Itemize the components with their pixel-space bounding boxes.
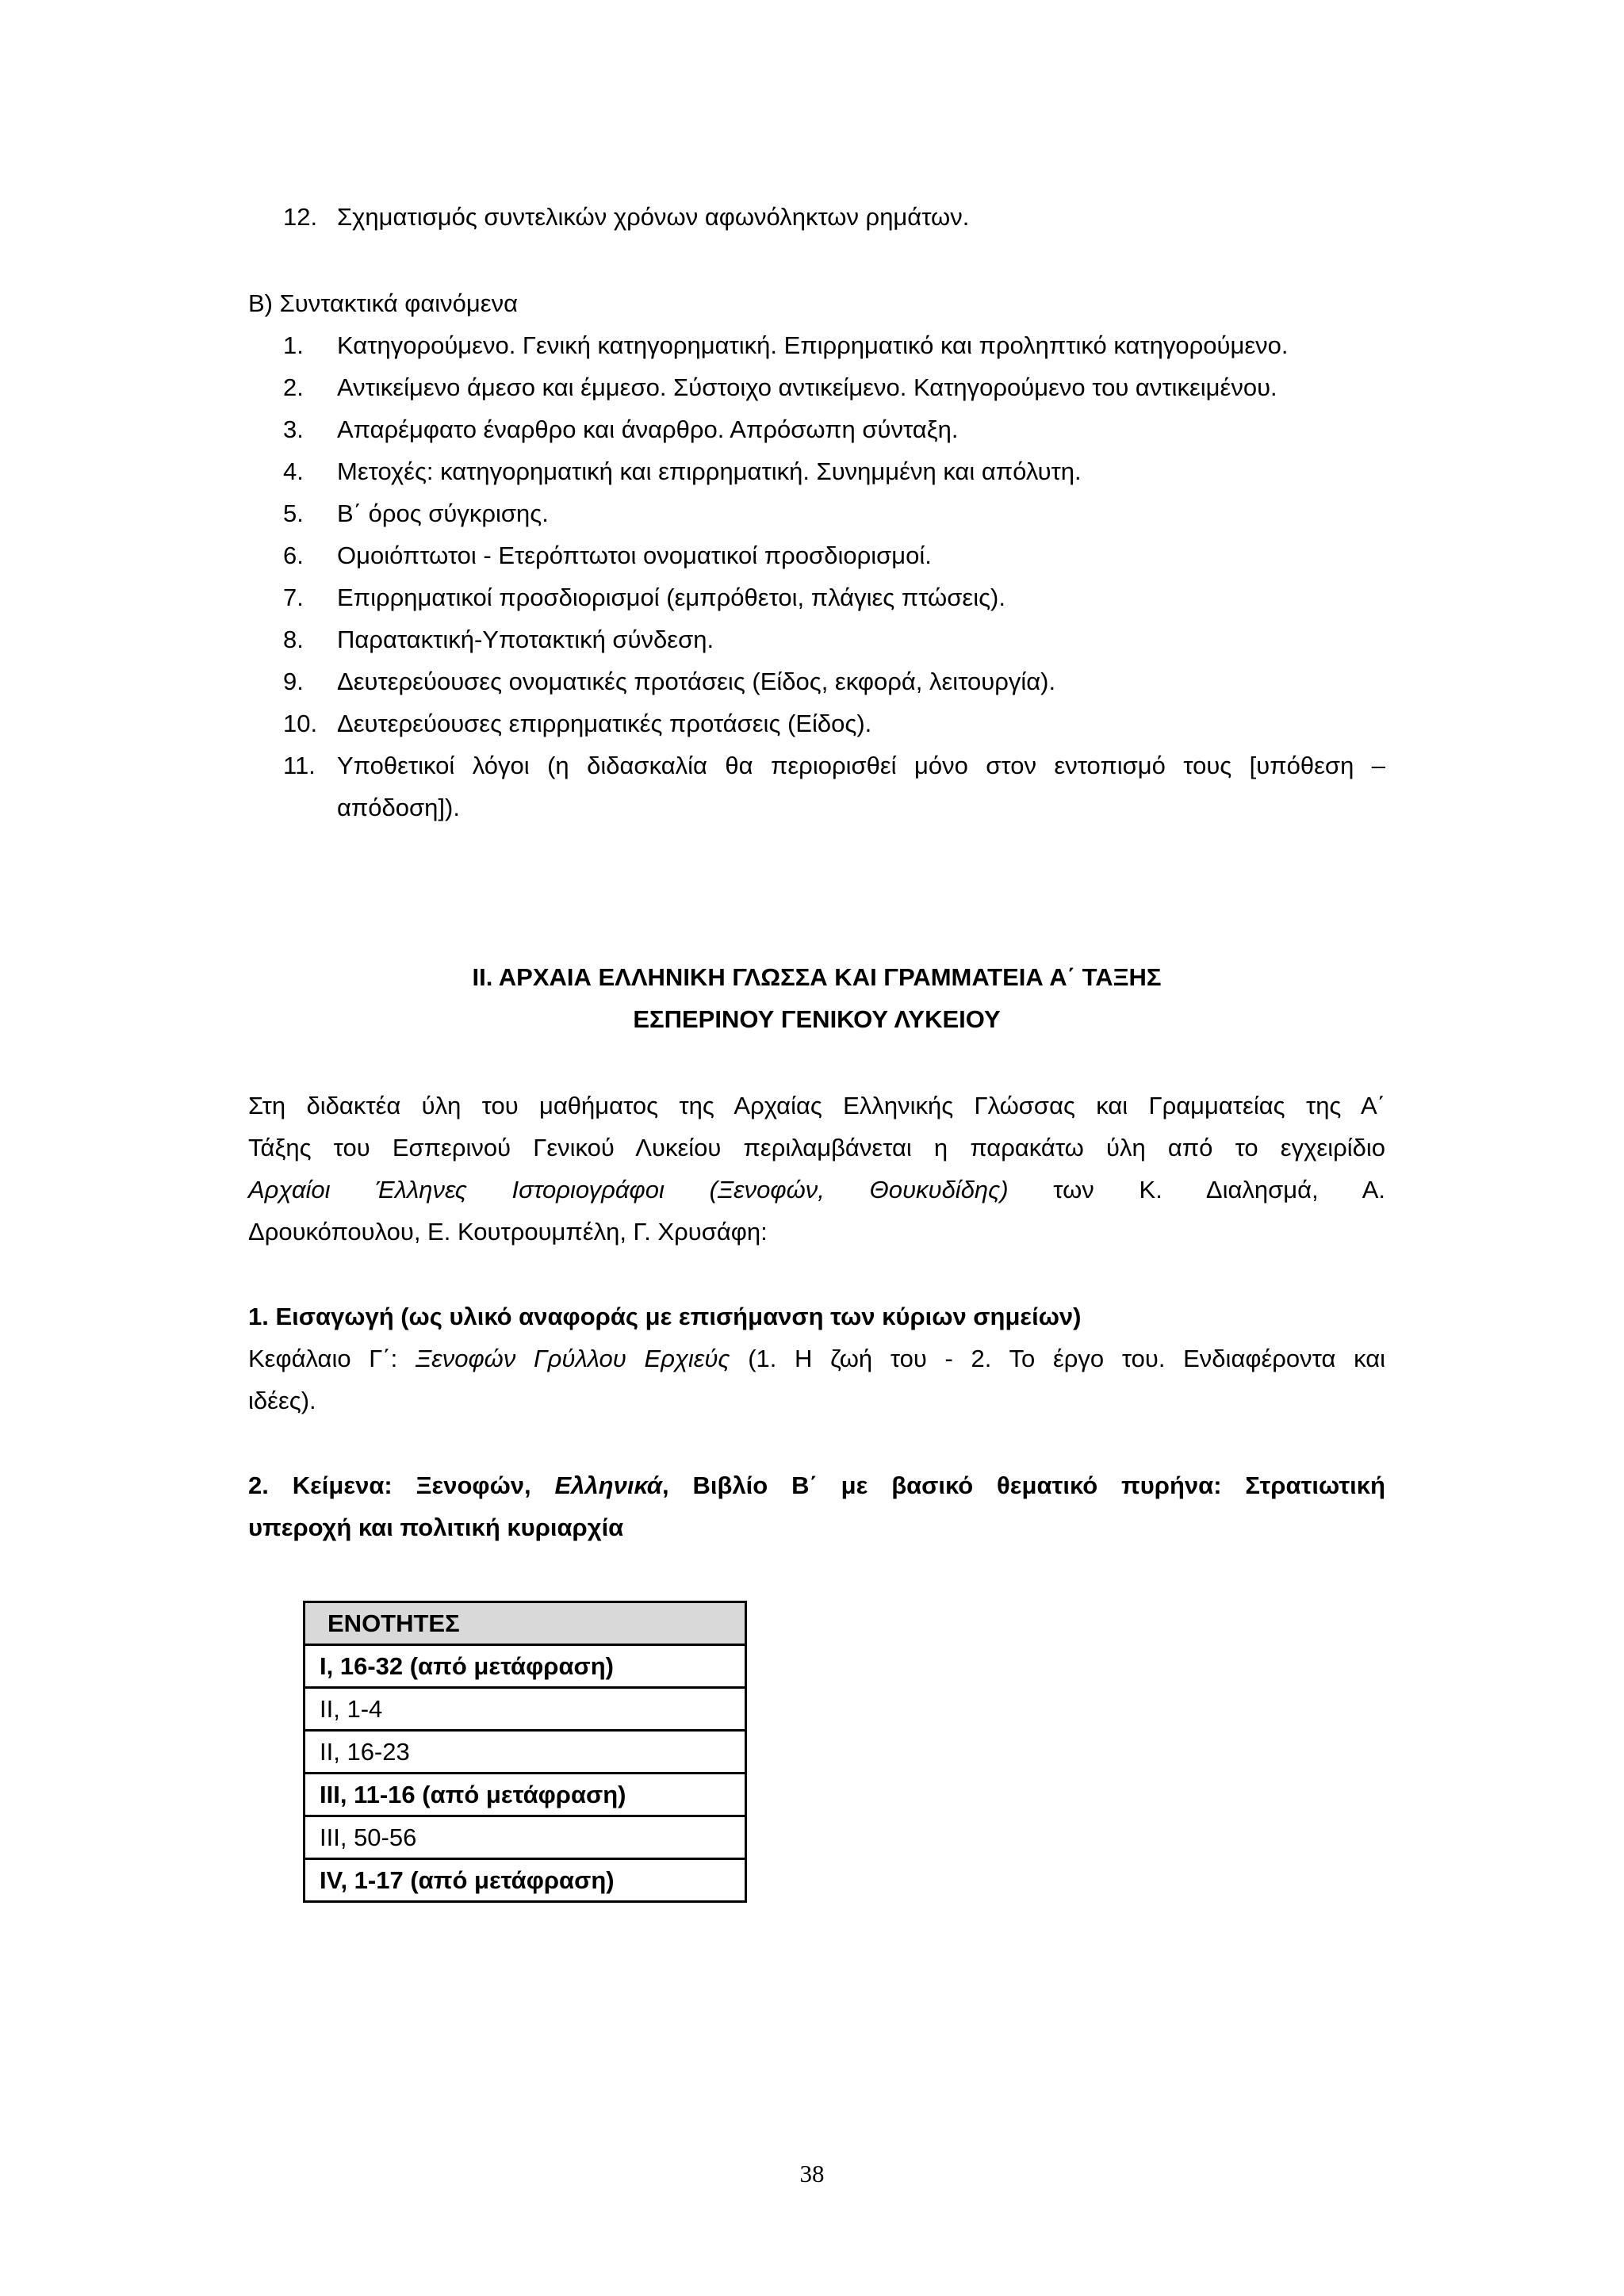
list-item-number: 7.: [283, 584, 304, 611]
intro-line-rest: των Κ. Διαλησμά, Α.: [1053, 1176, 1385, 1203]
list-item: [283, 660, 1385, 702]
section-2-part2: , Βιβλίο Β΄ με βασικό θεματικό πυρήνα: Στρατιωτική: [662, 1471, 1385, 1499]
intro-line: Τάξης του Εσπερινού Γενικού Λυκείου περιλαμβάνεται η παρακάτω ύλη από το εγχειρίδιο: [248, 1134, 1385, 1161]
section-2-part1: 2. Κείμενα: Ξενοφών,: [248, 1471, 555, 1499]
syntax-list: [283, 324, 1385, 828]
list-item: [283, 408, 1385, 450]
table-cell: ΙΙ, 1-4: [304, 1688, 746, 1731]
list-item-text: Υποθετικοί λόγοι (η διδασκαλία θα περιορισθεί μόνο στον εντοπισμό τους [υπόθεση – απόδοση]).: [337, 752, 1385, 821]
section-1-line: ιδέες).: [248, 1387, 316, 1414]
section-1-title: 1. Εισαγωγή (ως υλικό αναφοράς με επισήμανση των κύριων σημείων): [248, 1303, 1082, 1330]
table-cell: Ι, 16-32 (από μετάφραση): [304, 1645, 746, 1688]
table-row: [304, 1774, 746, 1816]
list-item-number: 6.: [283, 541, 304, 569]
units-table: [303, 1601, 747, 1903]
list-item-number: 10.: [283, 710, 318, 737]
work-title: Ελληνικά: [554, 1471, 663, 1499]
list-item-text: Κατηγορούμενο. Γενική κατηγορηματική. Επιρρηματικό και προληπτικό κατηγορούμενο.: [337, 331, 1289, 359]
list-item-number: 1.: [283, 331, 304, 359]
list-item-number: 8.: [283, 626, 304, 653]
chapter-prefix: Κεφάλαιο Γ΄:: [248, 1345, 416, 1372]
list-item: [283, 324, 1385, 366]
table-cell: ΙΙΙ, 11-16 (από μετάφραση): [304, 1774, 746, 1816]
table-header-row: [304, 1602, 746, 1645]
list-item-text: Ομοιόπτωτοι - Ετερόπτωτοι ονοματικοί προσδιορισμοί.: [337, 541, 932, 569]
section-heading-line: ΙΙ. ΑΡΧΑΙΑ ΕΛΛΗΝΙΚΗ ΓΛΩΣΣΑ ΚΑΙ ΓΡΑΜΜΑΤΕΙΑ Α΄ ΤΑΞΗΣ: [472, 963, 1162, 991]
section-heading: [248, 956, 1385, 1040]
list-item-text: Β΄ όρος σύγκρισης.: [337, 499, 549, 527]
list-item: [283, 618, 1385, 660]
list-item: [283, 366, 1385, 408]
intro-line: Στη διδακτέα ύλη του μαθήματος της Αρχαίας Ελληνικής Γλώσσας και Γραμματείας της Α΄: [248, 1092, 1385, 1119]
table-cell: ΙΙ, 16-23: [304, 1731, 746, 1774]
book-title: Αρχαίοι Έλληνες Ιστοριογράφοι (Ξενοφών, Θουκυδίδης): [248, 1176, 1009, 1203]
list-item-number: 4.: [283, 457, 304, 485]
list-item-number: 2.: [283, 373, 304, 401]
table-row: [304, 1816, 746, 1859]
list-item: [283, 450, 1385, 492]
list-item: [283, 576, 1385, 618]
list-item-text: Σχηματισμός συντελικών χρόνων αφωνόληκτων ρημάτων.: [337, 203, 970, 231]
section-1: [248, 1295, 1385, 1422]
list-item-text: Μετοχές: κατηγορηματική και επιρρηματική. Συνημμένη και απόλυτη.: [337, 457, 1082, 485]
table-header-cell: ΕΝΟΤΗΤΕΣ: [304, 1602, 746, 1645]
list-item-number: 12.: [283, 203, 318, 231]
list-item: [283, 744, 1385, 828]
page-number: 38: [799, 2160, 825, 2187]
intro-line: [248, 1169, 1385, 1211]
list-item: [283, 702, 1385, 744]
table-row: [304, 1688, 746, 1731]
list-item-text: Επιρρηματικοί προσδιορισμοί (εμπρόθετοι, πλάγιες πτώσεις).: [337, 584, 1005, 611]
list-item: [283, 492, 1385, 534]
section-2: [248, 1464, 1385, 1548]
section-2-line: υπεροχή και πολιτική κυριαρχία: [248, 1513, 624, 1541]
list-item-number: 9.: [283, 668, 304, 695]
intro-paragraph: [248, 1085, 1385, 1253]
list-item-text: Παρατακτική-Υποτακτική σύνδεση.: [337, 626, 714, 653]
section-heading-line: ΕΣΠΕΡΙΝΟΥ ΓΕΝΙΚΟΥ ΛΥΚΕΙΟΥ: [633, 1005, 1001, 1033]
table-cell: ΙV, 1-17 (από μετάφραση): [304, 1859, 746, 1902]
table-cell: ΙΙΙ, 50-56: [304, 1816, 746, 1859]
list-item-text: Απαρέμφατο έναρθρο και άναρθρο. Απρόσωπη σύνταξη.: [337, 415, 959, 443]
table-row: [304, 1859, 746, 1902]
list-item-text: Δευτερεύουσες ονοματικές προτάσεις (Είδος, εκφορά, λειτουργία).: [337, 668, 1056, 695]
list-item: [283, 534, 1385, 576]
list-item-text: Δευτερεύουσες επιρρηματικές προτάσεις (Είδος).: [337, 710, 872, 737]
section-b-title: Β) Συντακτικά φαινόμενα: [248, 289, 519, 317]
chapter-rest: (1. Η ζωή του - 2. Το έργο του. Ενδιαφέροντα και: [730, 1345, 1385, 1372]
list-item-number: 11.: [283, 752, 316, 779]
table-row: [304, 1731, 746, 1774]
list-item: [283, 196, 1439, 238]
section-2-line: [248, 1464, 1385, 1506]
list-item-text: Αντικείμενο άμεσο και έμμεσο. Σύστοιχο αντικείμενο. Κατηγορούμενο του αντικειμένου.: [337, 373, 1277, 401]
list-item-number: 3.: [283, 415, 304, 443]
list-item-number: 5.: [283, 499, 304, 527]
section-1-line: [248, 1337, 1385, 1380]
intro-line: Δρουκόπουλου, Ε. Κουτρουμπέλη, Γ. Χρυσάφη:: [248, 1218, 768, 1246]
chapter-title: Ξενοφών Γρύλλου Ερχιεύς: [415, 1345, 730, 1372]
table-row: [304, 1645, 746, 1688]
